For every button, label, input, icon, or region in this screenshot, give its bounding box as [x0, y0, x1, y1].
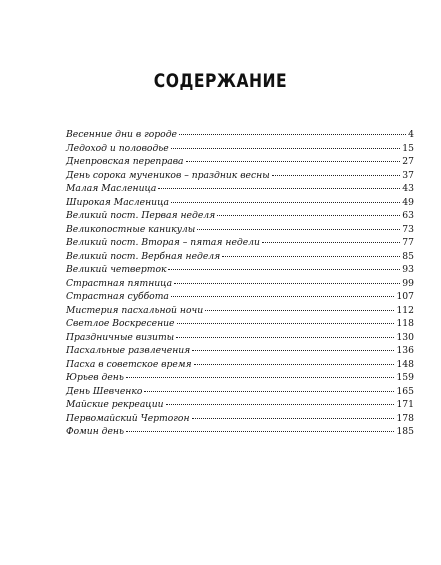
- toc-entry[interactable]: [66, 250, 414, 264]
- dot-leader: [186, 161, 401, 162]
- toc-entry-page: 49: [402, 196, 414, 208]
- dot-leader: [126, 431, 394, 432]
- dot-leader: [158, 188, 400, 189]
- toc-entry[interactable]: [66, 317, 414, 331]
- toc-entry[interactable]: [66, 331, 414, 345]
- dot-leader: [272, 175, 401, 176]
- toc-entry-page: 99: [402, 277, 414, 289]
- toc-entry[interactable]: [66, 182, 414, 196]
- toc-entry-page: 15: [402, 142, 414, 154]
- toc-entry-title: День сорока мучеников – праздник весны: [66, 169, 270, 181]
- toc-entry-title: Великий пост. Первая неделя: [66, 210, 216, 221]
- page-title: СОДЕРЖАНИЕ: [153, 70, 288, 92]
- toc-entry-title: Великий пост. Вербная неделя: [66, 250, 221, 262]
- toc-entry-title: Фомин день: [66, 426, 124, 437]
- toc-entry[interactable]: [66, 290, 414, 304]
- toc-entry-page: 43: [402, 183, 414, 194]
- toc-entry[interactable]: [66, 412, 414, 426]
- table-of-contents: [66, 128, 414, 439]
- toc-entry-page: 27: [402, 156, 414, 167]
- toc-entry-title: День Шевченко: [66, 385, 143, 397]
- toc-entry-page: 148: [396, 358, 414, 370]
- toc-entry[interactable]: [66, 155, 414, 169]
- toc-entry-page: 37: [402, 169, 414, 181]
- toc-entry[interactable]: [66, 142, 414, 156]
- dot-leader: [217, 215, 400, 216]
- toc-entry-title: Светлое Воскресение: [66, 318, 175, 329]
- toc-entry-title: Широкая Масленица: [66, 196, 169, 208]
- toc-entry-title: Юрьев день: [66, 372, 124, 383]
- toc-entry[interactable]: [66, 371, 414, 385]
- toc-entry-title: Великий четверток: [66, 264, 167, 275]
- toc-entry[interactable]: [66, 209, 414, 223]
- dot-leader: [179, 134, 406, 135]
- toc-entry-title: Малая Масленица: [66, 183, 157, 194]
- toc-entry-page: 85: [402, 250, 414, 262]
- toc-entry-page: 118: [396, 318, 414, 329]
- toc-entry[interactable]: [66, 223, 414, 237]
- toc-entry-title: Страстная пятница: [66, 277, 173, 289]
- toc-entry[interactable]: [66, 398, 414, 412]
- toc-entry-page: 77: [402, 237, 414, 248]
- dot-leader: [174, 283, 400, 284]
- toc-entry-title: Ледоход и половодье: [66, 142, 169, 154]
- toc-entry-page: 178: [396, 412, 414, 424]
- toc-entry-page: 4: [408, 129, 414, 140]
- toc-entry-title: Майские рекреации: [66, 399, 164, 410]
- toc-entry-page: 112: [396, 304, 414, 316]
- toc-entry-title: Мистерия пасхальной ночи: [66, 304, 204, 316]
- toc-entry-page: 63: [402, 210, 414, 221]
- toc-entry-title: Страстная суббота: [66, 291, 169, 302]
- dot-leader: [144, 391, 394, 392]
- toc-entry[interactable]: [66, 344, 414, 358]
- toc-entry-title: Великопостные каникулы: [66, 223, 196, 235]
- toc-entry-page: 130: [396, 331, 414, 343]
- toc-entry-page: 159: [396, 372, 414, 383]
- dot-leader: [171, 202, 400, 203]
- toc-entry[interactable]: [66, 277, 414, 291]
- toc-entry-title: Праздничные визиты: [66, 331, 175, 343]
- dot-leader: [192, 350, 394, 351]
- toc-entry-page: 136: [396, 345, 414, 356]
- toc-entry[interactable]: [66, 385, 414, 399]
- dot-leader: [177, 323, 395, 324]
- dot-leader: [126, 377, 395, 378]
- dot-leader: [171, 148, 401, 149]
- toc-entry[interactable]: [66, 236, 414, 250]
- toc-entry-title: Весенние дни в городе: [66, 129, 177, 140]
- toc-entry[interactable]: [66, 358, 414, 372]
- toc-entry-page: 165: [396, 385, 414, 397]
- dot-leader: [171, 296, 395, 297]
- toc-entry[interactable]: [66, 128, 414, 142]
- toc-entry[interactable]: [66, 169, 414, 183]
- toc-entry[interactable]: [66, 263, 414, 277]
- dot-leader: [262, 242, 400, 243]
- toc-entry-title: Великий пост. Вторая – пятая недели: [66, 237, 260, 248]
- toc-entry-page: 93: [402, 264, 414, 275]
- toc-entry-title: Пасхальные развлечения: [66, 345, 191, 356]
- dot-leader: [168, 269, 400, 270]
- dot-leader: [192, 418, 395, 419]
- toc-entry-page: 171: [396, 399, 414, 410]
- toc-entry-page: 73: [402, 223, 414, 235]
- dot-leader: [176, 337, 394, 338]
- toc-entry[interactable]: [66, 425, 414, 439]
- dot-leader: [194, 364, 395, 365]
- dot-leader: [197, 229, 400, 230]
- dot-leader: [205, 310, 394, 311]
- toc-entry-title: Пасха в советское время: [66, 358, 192, 370]
- toc-entry[interactable]: [66, 304, 414, 318]
- dot-leader: [222, 256, 400, 257]
- dot-leader: [166, 404, 395, 405]
- toc-entry-page: 185: [396, 426, 414, 437]
- toc-entry-title: Первомайский Чертогон: [66, 412, 190, 424]
- toc-entry-title: Днепровская переправа: [66, 156, 184, 167]
- toc-entry[interactable]: [66, 196, 414, 210]
- toc-entry-page: 107: [396, 291, 414, 302]
